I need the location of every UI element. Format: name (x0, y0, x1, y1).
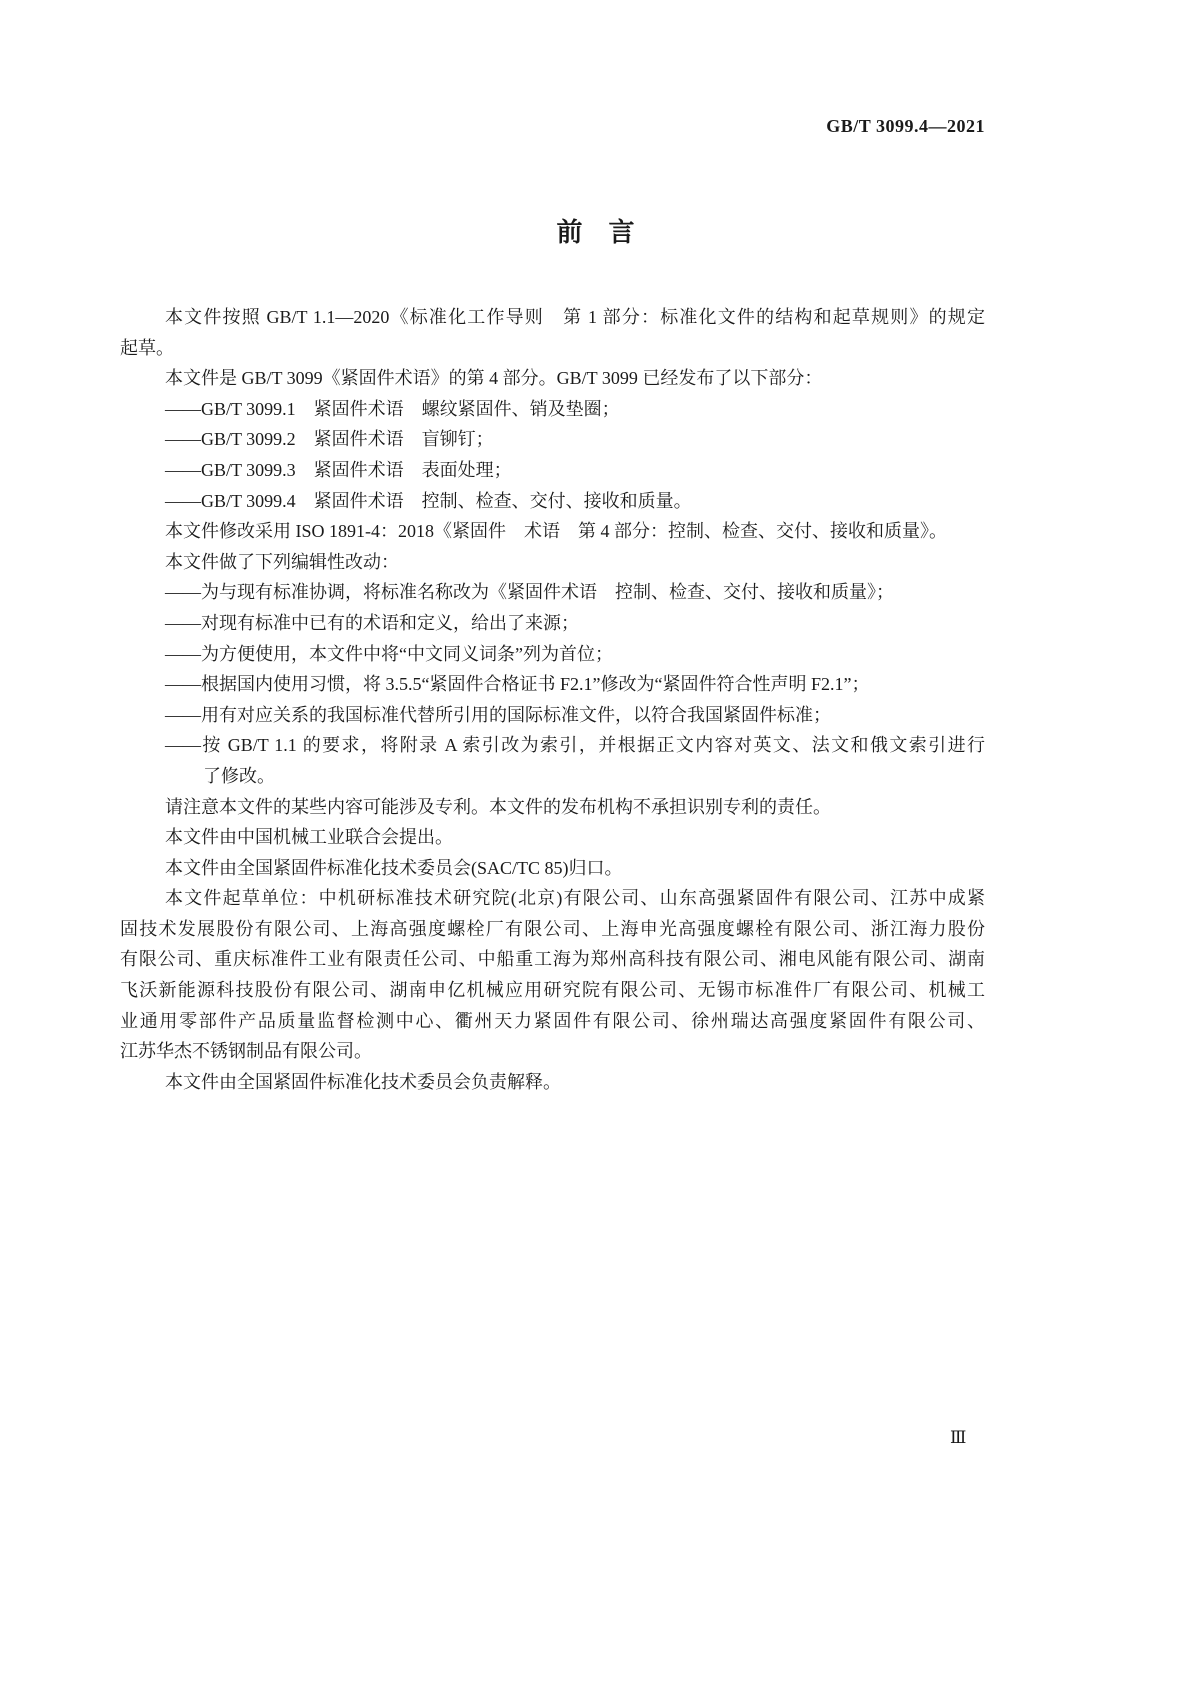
paragraph (120, 302, 985, 363)
text-line: ——根据国内使用习惯，将 3.5.5“紧固件合格证书 F2.1”修改为“紧固件符合性声明 F2.1”； (165, 674, 870, 695)
paragraph (120, 516, 985, 547)
paragraph (120, 853, 985, 884)
text-line: ——对现有标准中已有的术语和定义，给出了来源； (165, 612, 579, 633)
text-line: 有限公司、重庆标准件工业有限责任公司、中船重工海为郑州高科技有限公司、湘电风能有限公司、湖南 (120, 949, 985, 970)
paragraph (120, 486, 985, 517)
text-line: ——用有对应关系的我国标准代替所引用的国际标准文件，以符合我国紧固件标准； (165, 704, 831, 725)
text-line: 本文件由全国紧固件标准化技术委员会负责解释。 (165, 1071, 561, 1092)
title-char: 言 (608, 218, 635, 247)
paragraph (120, 363, 985, 394)
text-line: ——按 GB/T 1.1 的要求，将附录 A 索引改为索引，并根据正文内容对英文、法文和俄文索引进行 (165, 735, 985, 756)
text-line: ——GB/T 3099.2 紧固件术语 盲铆钉； (165, 429, 494, 450)
text-line: 江苏华杰不锈钢制品有限公司。 (120, 1041, 372, 1062)
text-line: 了修改。 (203, 765, 275, 786)
paragraph (120, 424, 985, 455)
paragraph (120, 455, 985, 486)
text-line: 飞沃新能源科技股份有限公司、湖南申亿机械应用研究院有限公司、无锡市标准件厂有限公司、机械工 (120, 980, 985, 1001)
text-line: 请注意本文件的某些内容可能涉及专利。本文件的发布机构不承担识别专利的责任。 (165, 796, 831, 817)
paragraph (120, 792, 985, 823)
paragraph (120, 1067, 985, 1098)
text-line: ——GB/T 3099.3 紧固件术语 表面处理； (165, 459, 512, 480)
text-line: 起草。 (120, 337, 174, 358)
page-number: Ⅲ (950, 1428, 967, 1447)
text-line: 本文件做了下列编辑性改动： (165, 551, 399, 572)
page-title (0, 212, 1191, 249)
text-line: 本文件由中国机械工业联合会提出。 (165, 827, 453, 848)
text-line: 本文件起草单位：中机研标准技术研究院(北京)有限公司、山东高强紧固件有限公司、江苏中成紧 (165, 888, 985, 909)
paragraph (120, 639, 985, 670)
paragraph (120, 822, 985, 853)
paragraph (120, 883, 985, 1067)
paragraph (120, 608, 985, 639)
text-line: 本文件修改采用 ISO 1891-4：2018《紧固件 术语 第 4 部分：控制、检查、交付、接收和质量》。 (165, 521, 947, 542)
text-line: 固技术发展股份有限公司、上海高强度螺栓厂有限公司、上海申光高强度螺栓有限公司、浙江海力股份 (120, 918, 985, 939)
text-line: ——为与现有标准协调，将标准名称改为《紧固件术语 控制、检查、交付、接收和质量》； (165, 582, 894, 603)
foreword-body (120, 302, 985, 1097)
text-line: ——为方便使用，本文件中将“中文同义词条”列为首位； (165, 643, 613, 664)
text-line: 本文件由全国紧固件标准化技术委员会(SAC/TC 85)归口。 (165, 857, 623, 878)
text-line: 本文件是 GB/T 3099《紧固件术语》的第 4 部分。GB/T 3099 已经发布了以下部分： (165, 368, 823, 389)
text-line: ——GB/T 3099.4 紧固件术语 控制、检查、交付、接收和质量。 (165, 490, 692, 511)
paragraph (120, 730, 985, 791)
text-line: 本文件按照 GB/T 1.1—2020《标准化工作导则 第 1 部分：标准化文件的结构和起草规则》的规定 (165, 307, 985, 327)
paragraph (120, 577, 985, 608)
paragraph (120, 669, 985, 700)
standard-number: GB/T 3099.4—2021 (826, 116, 985, 136)
title-char: 前 (556, 218, 583, 247)
text-line: ——GB/T 3099.1 紧固件术语 螺纹紧固件、销及垫圈； (165, 398, 620, 419)
text-line: 业通用零部件产品质量监督检测中心、衢州天力紧固件有限公司、徐州瑞达高强度紧固件有限公司、 (120, 1010, 985, 1031)
paragraph (120, 394, 985, 425)
paragraph (120, 700, 985, 731)
paragraph (120, 547, 985, 578)
